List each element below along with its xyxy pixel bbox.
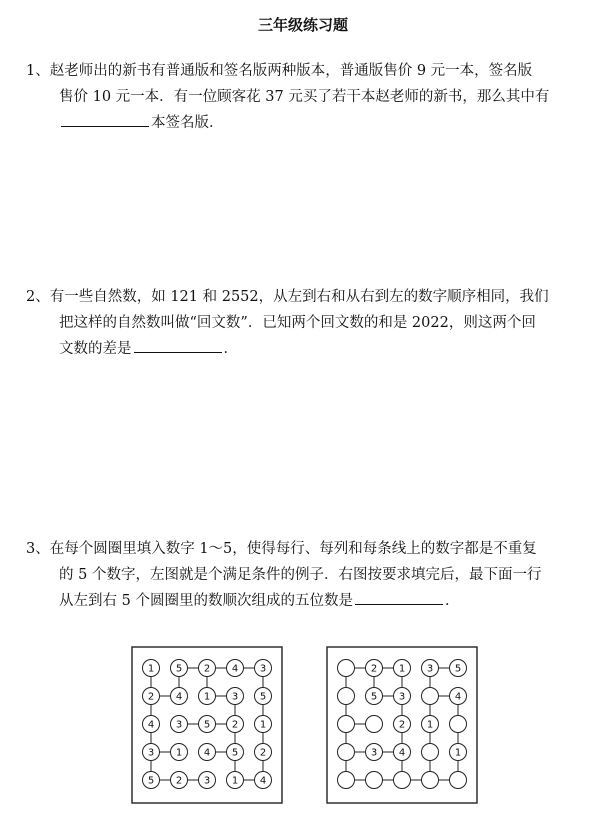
answer-puzzle-circle[interactable] bbox=[422, 744, 439, 761]
example-puzzle-digit: 3 bbox=[203, 775, 211, 787]
answer-puzzle-digit: 5 bbox=[454, 663, 462, 675]
example-puzzle-digit: 1 bbox=[259, 719, 267, 731]
answer-puzzle-circle[interactable] bbox=[338, 716, 355, 733]
example-puzzle-digit: 2 bbox=[147, 691, 155, 703]
example-puzzle-digit: 5 bbox=[203, 719, 211, 731]
answer-puzzle-circle[interactable] bbox=[338, 688, 355, 705]
example-puzzle-digit: 4 bbox=[203, 747, 211, 759]
answer-puzzle-circle[interactable] bbox=[338, 744, 355, 761]
question-2-line-3-end: ． bbox=[223, 341, 238, 357]
answer-puzzle-digit: 1 bbox=[454, 747, 462, 759]
question-1-line-2: 售价 10 元一本．有一位顾客花 37 元买了若干本赵老师的新书，那么其中有 bbox=[59, 89, 550, 105]
example-puzzle-digit: 5 bbox=[175, 663, 183, 675]
question-3-line-3-end: ． bbox=[444, 593, 460, 609]
question-3-line-1: 3、在每个圆圈里填入数字 1～5，使得每行、每列和每条线上的数字都是不重复 bbox=[26, 541, 537, 557]
example-puzzle-digit: 4 bbox=[175, 691, 183, 703]
example-puzzle-digit: 3 bbox=[259, 663, 267, 675]
answer-puzzle-grid bbox=[326, 646, 478, 804]
example-puzzle-digit: 4 bbox=[259, 775, 267, 787]
example-puzzle-digit: 1 bbox=[147, 663, 155, 675]
example-puzzle-digit: 5 bbox=[259, 691, 267, 703]
question-1-line-1: 1、赵老师出的新书有普通版和签名版两种版本，普通版售价 9 元一本，签名版 bbox=[26, 63, 533, 79]
answer-puzzle-circle[interactable] bbox=[394, 772, 411, 789]
answer-puzzle-digit: 3 bbox=[370, 747, 378, 759]
example-puzzle-digit: 4 bbox=[147, 719, 155, 731]
example-puzzle-digit: 2 bbox=[231, 719, 239, 731]
answer-puzzle-digit: 3 bbox=[398, 691, 406, 703]
answer-puzzle-circle[interactable] bbox=[450, 772, 467, 789]
answer-blank-2[interactable] bbox=[134, 337, 222, 353]
example-puzzle-digit: 1 bbox=[175, 747, 183, 759]
question-2-line-1: 2、有一些自然数，如 121 和 2552，从左到右和从右到左的数字顺序相同，我们 bbox=[26, 289, 549, 305]
question-3 bbox=[26, 536, 586, 614]
question-2-line-3: 文数的差是 bbox=[59, 341, 132, 357]
example-puzzle-digit: 2 bbox=[259, 747, 267, 759]
answer-puzzle-circle[interactable] bbox=[338, 660, 355, 677]
answer-puzzle-digit: 4 bbox=[398, 747, 406, 759]
example-puzzle-digit: 3 bbox=[147, 747, 155, 759]
answer-puzzle-digit: 3 bbox=[426, 663, 434, 675]
answer-puzzle-circle[interactable] bbox=[450, 716, 467, 733]
example-puzzle-digit: 5 bbox=[231, 747, 239, 759]
answer-puzzle-circle[interactable] bbox=[366, 716, 383, 733]
answer-puzzle-digit: 2 bbox=[370, 663, 378, 675]
question-2 bbox=[26, 284, 586, 362]
answer-puzzle-circle[interactable] bbox=[338, 772, 355, 789]
answer-puzzle-digit: 5 bbox=[370, 691, 378, 703]
answer-puzzle-digit: 1 bbox=[398, 663, 406, 675]
question-3-line-2: 的 5 个数字，左图就是个满足条件的例子．右图按要求填完后，最下面一行 bbox=[59, 567, 542, 583]
answer-puzzle-circle[interactable] bbox=[366, 772, 383, 789]
example-puzzle-digit: 4 bbox=[231, 663, 239, 675]
answer-puzzle-circle[interactable] bbox=[422, 688, 439, 705]
example-puzzle-digit: 1 bbox=[231, 775, 239, 787]
question-1-line-3: 本签名版． bbox=[151, 115, 224, 131]
example-puzzle-digit: 2 bbox=[175, 775, 183, 787]
question-2-line-2: 把这样的自然数叫做“回文数”．已知两个回文数的和是 2022，则这两个回 bbox=[59, 315, 536, 331]
page-title: 三年级练习题 bbox=[257, 16, 348, 34]
answer-puzzle-digit: 4 bbox=[454, 691, 462, 703]
answer-blank-1[interactable] bbox=[61, 111, 149, 127]
example-puzzle-grid bbox=[131, 646, 283, 804]
answer-puzzle-digit: 2 bbox=[398, 719, 406, 731]
answer-blank-3[interactable] bbox=[355, 589, 443, 605]
example-puzzle-digit: 1 bbox=[203, 691, 211, 703]
example-puzzle-digit: 2 bbox=[203, 663, 211, 675]
answer-puzzle-circle[interactable] bbox=[422, 772, 439, 789]
example-puzzle-digit: 3 bbox=[175, 719, 183, 731]
example-puzzle-digit: 5 bbox=[147, 775, 155, 787]
answer-puzzle-digit: 1 bbox=[426, 719, 434, 731]
question-1 bbox=[26, 58, 586, 136]
example-puzzle-digit: 3 bbox=[231, 691, 239, 703]
question-3-line-3: 从左到右 5 个圆圈里的数顺次组成的五位数是 bbox=[59, 593, 353, 609]
